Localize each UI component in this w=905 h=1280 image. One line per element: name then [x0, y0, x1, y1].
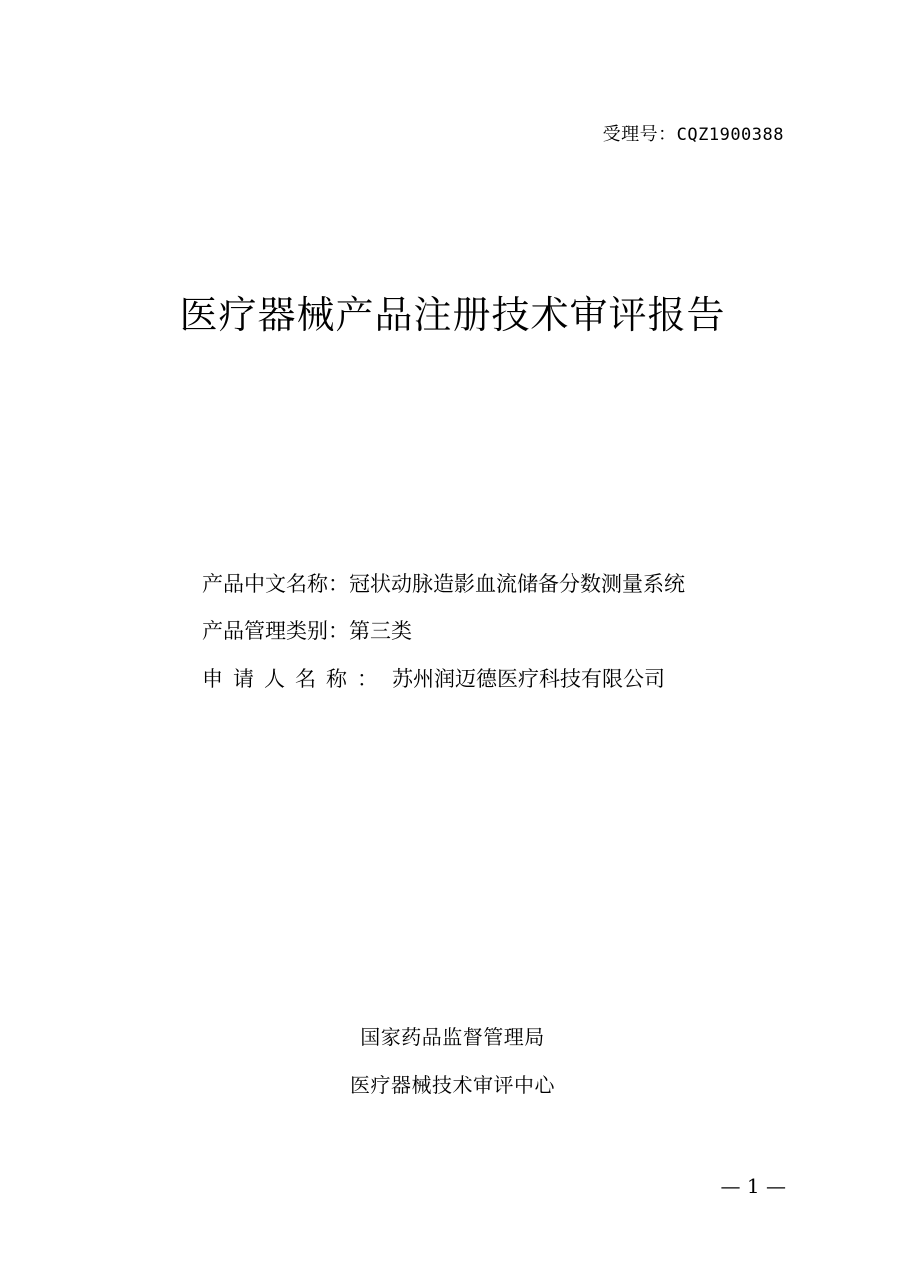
applicant-colon: ： — [357, 667, 378, 691]
applicant-row — [202, 663, 665, 693]
issuer-center: 医疗器械技术审评中心 — [350, 1073, 555, 1097]
product-chinese-name-value: 冠状动脉造影血流储备分数测量系统 — [349, 572, 685, 596]
acceptance-number-line — [603, 120, 784, 146]
product-chinese-name-row — [202, 568, 685, 598]
applicant-value: 苏州润迈德医疗科技有限公司 — [392, 667, 665, 691]
acceptance-number: CQZ1900388 — [676, 125, 784, 145]
acceptance-label: 受理号： — [602, 124, 677, 145]
product-category-value: 第三类 — [349, 619, 412, 643]
product-category-label: 产品管理类别： — [202, 619, 349, 643]
page-number: — 1 — — [720, 1174, 786, 1198]
product-chinese-name-label: 产品中文名称： — [202, 572, 349, 596]
report-title: 医疗器械产品注册技术审评报告 — [179, 293, 726, 337]
product-category-row — [202, 615, 412, 645]
applicant-label: 申请人名称 — [202, 667, 357, 691]
issuer-agency: 国家药品监督管理局 — [360, 1025, 545, 1049]
